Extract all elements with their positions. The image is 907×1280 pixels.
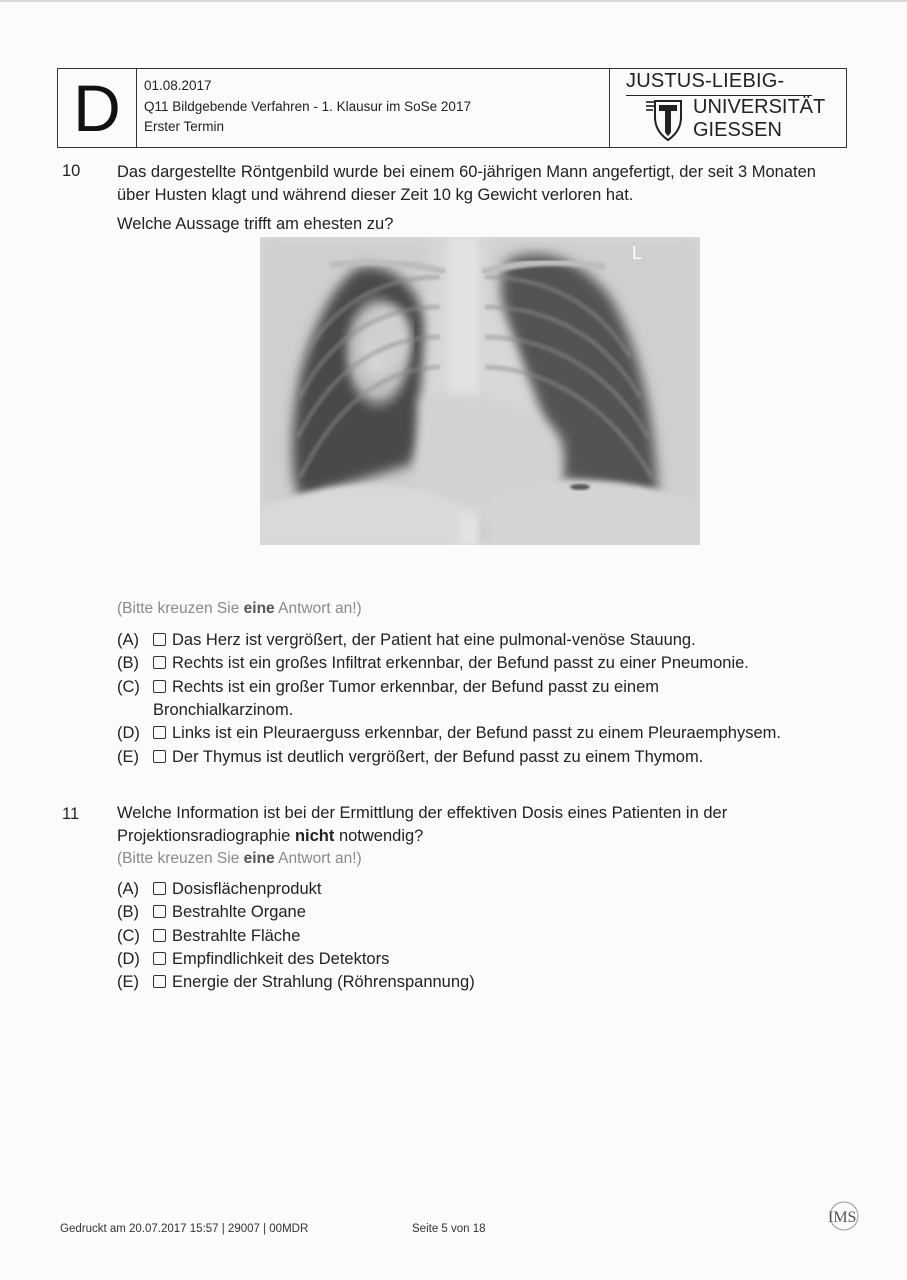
university-name-line2: UNIVERSITÄT [693, 96, 826, 118]
print-info: Gedruckt am 20.07.2017 15:57 | 29007 | 00MDR [60, 1223, 309, 1235]
q11-option-c-checkbox[interactable] [153, 929, 166, 942]
ims-logo-icon [822, 1198, 866, 1234]
q11-option-d-checkbox[interactable] [153, 952, 166, 965]
university-name-line3: GIESSEN [693, 119, 782, 141]
exam-term: Erster Termin [144, 119, 225, 134]
exam-info [137, 69, 610, 147]
q11-option-c[interactable]: (C) Bestrahlte Fläche [117, 927, 301, 945]
question-11-text: Welche Information ist bei der Ermittlung der effektiven Dosis eines Patienten in der Projektionsradiographie nicht notwendig? [117, 804, 728, 845]
q10-option-c[interactable]: (C) Rechts ist ein großer Tumor erkennbar, der Befund passt zu einem Bronchialkarzinom. [117, 676, 659, 699]
exam-course: Q11 Bildgebende Verfahren - 1. Klausur im SoSe 2017 [144, 98, 471, 114]
q10-option-d-checkbox[interactable] [153, 726, 166, 739]
q10-option-e[interactable]: (E) Der Thymus ist deutlich vergrößert, der Befund passt zu einem Thymom. [117, 748, 704, 766]
q10-option-d[interactable]: (D) Links ist ein Pleuraerguss erkennbar, der Befund passt zu einem Pleuraemphysem. [117, 724, 781, 742]
chest-xray-image [260, 237, 700, 545]
q10-option-c-checkbox[interactable] [153, 680, 166, 693]
xray-side-marker: L [632, 243, 643, 263]
page-number: Seite 5 von 18 [412, 1223, 486, 1235]
q11-option-a[interactable]: (A) Dosisflächenprodukt [117, 880, 322, 898]
question-10-text: Das dargestellte Röntgenbild wurde bei einem 60-jährigen Mann angefertigt, der seit 3 Monaten über Husten klagt und während dieser Zeit 10 kg Gewicht verloren hat. [117, 163, 816, 204]
q11-option-d[interactable]: (D) Empfindlichkeit des Detektors [117, 950, 390, 968]
question-10-number: 10 [62, 162, 81, 180]
exam-header [57, 68, 847, 148]
university-name-line1: JUSTUS-LIEBIG- [626, 70, 785, 92]
t-shield-logo-icon [646, 99, 690, 143]
q10-option-a[interactable]: (A) Das Herz ist vergrößert, der Patient hat eine pulmonal-venöse Stauung. [117, 631, 696, 649]
svg-text:IMS: IMS [828, 1209, 857, 1226]
q11-option-a-checkbox[interactable] [153, 882, 166, 895]
q10-option-c-continuation: Bronchialkarzinom. [153, 701, 294, 719]
question-10-prompt: Welche Aussage trifft am ehesten zu? [117, 215, 394, 233]
q10-option-a-checkbox[interactable] [153, 633, 166, 646]
exam-date: 01.08.2017 [144, 78, 212, 93]
question-10-instruction: (Bitte kreuzen Sie eine Antwort an!) [117, 600, 362, 617]
exam-version-letter: D [58, 69, 137, 147]
q10-option-b-checkbox[interactable] [153, 656, 166, 669]
q11-option-e-checkbox[interactable] [153, 975, 166, 988]
question-11-instruction: (Bitte kreuzen Sie eine Antwort an!) [117, 850, 362, 867]
q11-option-b-checkbox[interactable] [153, 905, 166, 918]
q11-option-b[interactable]: (B) Bestrahlte Organe [117, 903, 306, 921]
question-11-number: 11 [62, 805, 80, 823]
q10-option-b[interactable]: (B) Rechts ist ein großes Infiltrat erkennbar, der Befund passt zu einer Pneumonie. [117, 654, 749, 672]
q11-option-e[interactable]: (E) Energie der Strahlung (Röhrenspannung) [117, 973, 475, 991]
university-branding [610, 69, 846, 147]
q10-option-e-checkbox[interactable] [153, 750, 166, 763]
top-edge-line [0, 0, 907, 2]
